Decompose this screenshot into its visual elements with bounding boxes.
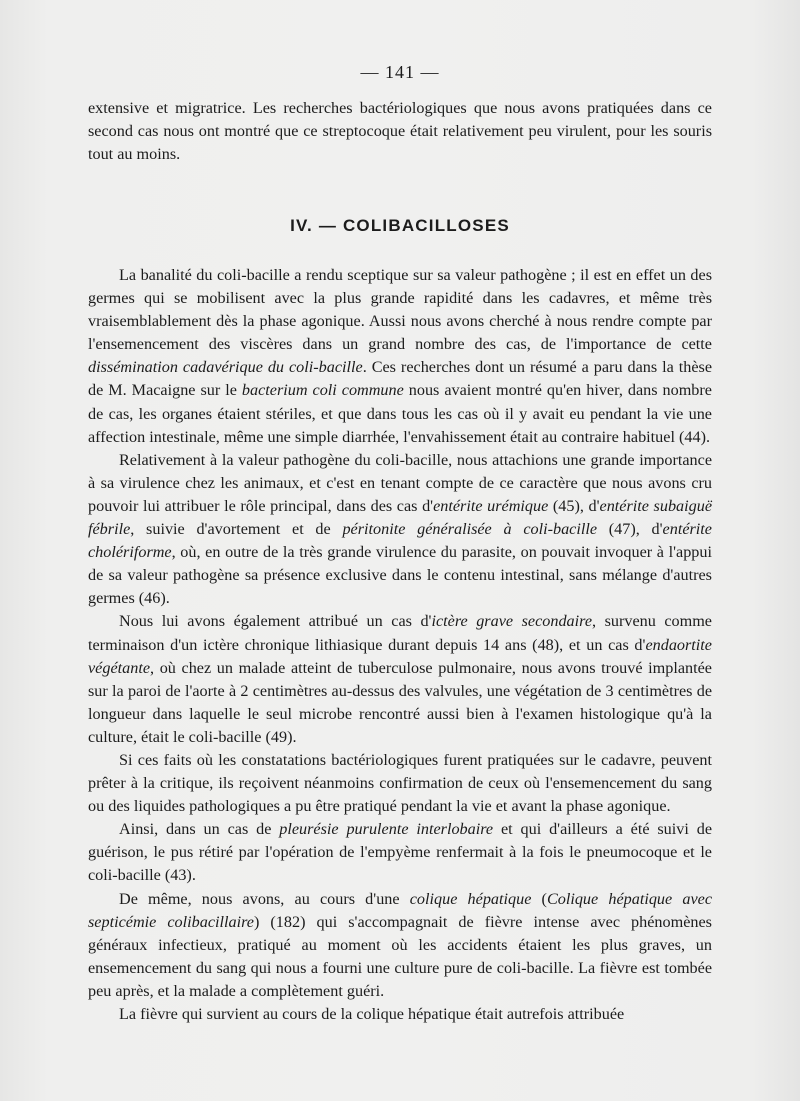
p2-text-g: (47), d': [597, 520, 663, 539]
p3-italic-d: endaortite végétante: [88, 635, 712, 677]
paragraph-6: [88, 888, 712, 1003]
intro-paragraph: extensive et migratrice. Les recherches bactériologiques que nous avons pratiquées dans ce second cas nous ont montré que ce streptocoque était relativement peu virulent, pour les souris tout au moins.: [88, 99, 712, 164]
p2-text-i: , où, en outre de la très grande virulence du parasite, on pouvait invoquer à l'appui de sa valeur pathogène sa présence exclusive dans le contenu intestinal, sans mélange d'autres germes (46).: [88, 543, 712, 608]
p5-text-c: et qui d'ailleurs a été suivi de guérison, le pus rétiré par l'opération de l'empyème renfermait à la fois le pneumocoque et le coli-bacille (43).: [88, 820, 712, 885]
p5-text-a: Ainsi, dans un cas de: [119, 820, 280, 839]
p1-text-a: La banalité du coli-bacille a rendu sceptique sur sa valeur pathogène ; il est en effet un des germes qui se mobilisent avec la plus grande rapidité dans les cadavres, et même très vraisemblablement dès la phase agonique. Aussi nous avons cherché à nous rendre compte par l'ensemencement des viscères dans un grand nombre des cas, de l'importance de cette: [88, 266, 712, 354]
p1-text-e: nous avaient montré qu'en hiver, dans nombre de cas, les organes étaient stériles, et que dans tous les cas où il y avait eu pendant la vie une affection intestinale, même une simple diarrhée, l'envahissement était au contraire habituel (44).: [88, 381, 712, 446]
p2-italic-d: entérite subaiguë fébrile: [88, 496, 713, 539]
p6-italic-b: colique hépatique: [409, 889, 532, 908]
p5-italic-b: pleurésie purulente interlobaire: [279, 820, 494, 839]
p3-text-e: , où chez un malade atteint de tuberculose pulmonaire, nous avons trouvé implantée sur la paroi de l'aorte à 2 centimètres au-dessus des valvules, une végétation de 3 centimètres de longueur dans laquelle le seul microbe rencontré aussi bien à l'examen histologique qu'à la culture, était le coli-bacille (49).: [88, 658, 712, 746]
paragraph-5: [88, 818, 712, 887]
p1-text-c: . Ces recherches dont un résumé a paru dans la thèse de M. Macaigne sur le: [88, 358, 713, 400]
p2-text-a: Relativement à la valeur pathogène du coli-bacille, nous attachions une grande importance à sa virulence chez les animaux, et c'est en tenant compte de ce caractère que nous avons cru pouvoir lui attribuer le rôle principal, dans des cas d': [88, 450, 712, 515]
p2-italic-b: entérite urémique: [433, 496, 549, 515]
p6-text-e: ) (182) qui s'accompagnait de fièvre intense avec phénomènes généraux infectieux, pratiqué au moment où les accidents étaient les plus graves, un ensemencement du sang qui nous a fourni une culture pure de coli-bacille. La fièvre est tombée peu après, et la malade a complètement guéri.: [88, 912, 712, 1000]
paragraph-1: [88, 264, 712, 449]
p2-italic-h: entérite cholériforme: [88, 520, 712, 562]
section-heading: IV. — COLIBACILLOSES: [290, 216, 510, 235]
p1-italic-d: bacterium coli commune: [241, 381, 404, 400]
page-number: — 141 —: [360, 62, 440, 82]
p3-text-c: , survenu comme terminaison d'un ictère chronique lithiasique durant depuis 14 ans (48), et un cas d': [88, 612, 712, 654]
paragraph-3: [88, 610, 712, 749]
paragraph-2: [88, 449, 712, 611]
p3-text-a: Nous lui avons également attribué un cas d': [119, 612, 432, 631]
p3-italic-b: ictère grave secondaire: [431, 612, 593, 631]
p6-text-a: De même, nous avons, au cours d'une: [119, 889, 410, 908]
p1-italic-b: dissémination cadavérique du coli-bacille: [88, 358, 363, 377]
p2-text-e: , suivie d'avortement et de: [130, 520, 343, 539]
intro-text-block: [88, 97, 712, 166]
paragraph-4: Si ces faits où les constatations bactériologiques furent pratiquées sur le cadavre, peuvent prêter à la critique, ils reçoivent néanmoins confirmation de ceux où l'ensemencement du sang ou des liquides pathologiques a pu être pratiqué pendant la vie et avant la phase agonique.: [88, 750, 712, 816]
p6-italic-d: Colique hépatique avec septicémie colibacillaire: [88, 889, 713, 931]
p6-text-c: (: [531, 889, 547, 908]
paragraph-7: La fièvre qui survient au cours de la colique hépatique était autrefois attribuée: [119, 1005, 625, 1023]
p2-italic-f: péritonite généralisée à coli-bacille: [342, 520, 598, 539]
p2-text-c: (45), d': [548, 496, 600, 515]
body-text-block: [88, 264, 712, 1026]
